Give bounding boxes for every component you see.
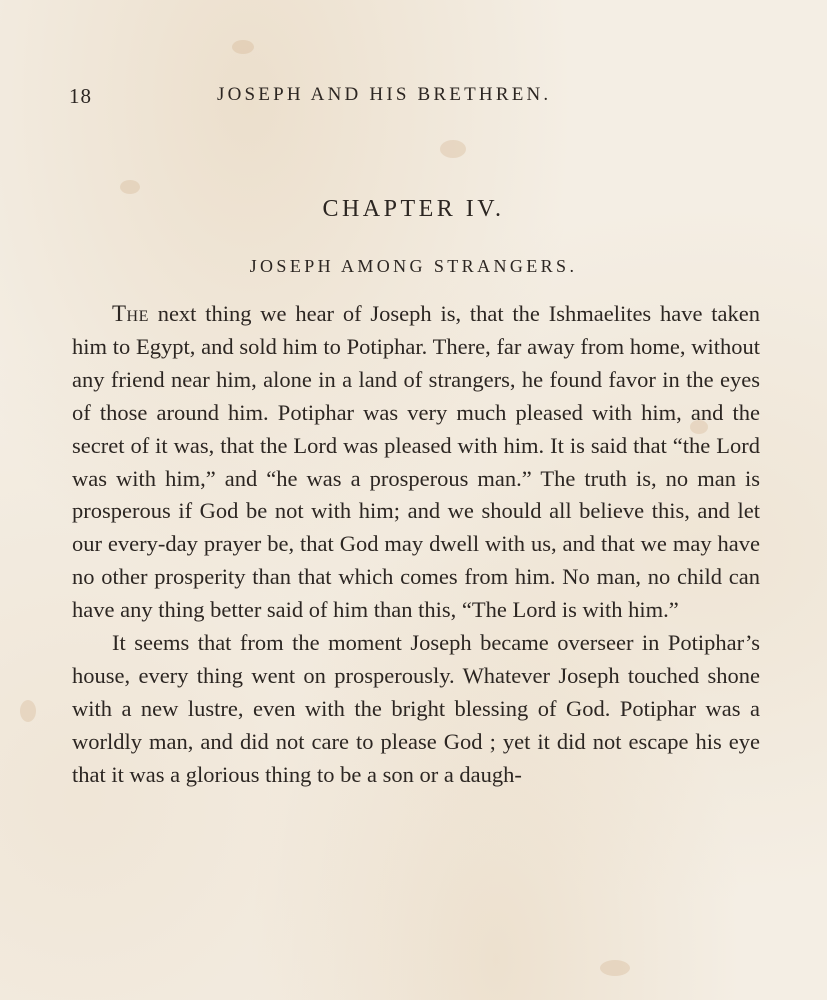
paragraph-lead-word: The [112, 301, 149, 326]
age-spot [232, 40, 254, 54]
age-spot [20, 700, 36, 722]
paragraph-1-text: next thing we hear of Joseph is, that the Ishmaelites have taken him to Egypt, and sold him to Potiphar. There, far away from home, without any friend near him, alone in a land of strangers, he found favor in the eyes of those around him. Potiphar was very much pleased with him, and the secret of it was, that the Lord was pleased with him. It is said that “the Lord was with him,” and “he was a prosperous man.” The truth is, no man is prosperous if God be not with him; and we should all believe this, and let our every-day prayer be, that God may dwell with us, and that we may have no other prosperity than that which comes from him. No man, no child can have any thing better said of him than this, “The Lord is with him.” [72, 301, 760, 623]
paragraph-2-text: It seems that from the moment Joseph became overseer in Potiphar’s house, every thing went on prosperously. Whatever Joseph touched shone with a new lustre, even with the bright blessing of God. Potiphar was a worldly man, and did not care to please God ; yet it did not escape his eye that it was a glorious thing to be a son or a daugh- [72, 630, 760, 787]
body-text [72, 298, 760, 792]
book-title: JOSEPH AND HIS BRETHREN. [217, 84, 552, 105]
age-spot [120, 180, 140, 194]
age-spot [440, 140, 466, 158]
running-head [69, 84, 759, 114]
chapter-title: CHAPTER IV. [322, 196, 505, 222]
chapter-subtitle: JOSEPH AMONG STRANGERS. [249, 256, 578, 276]
paragraph-2 [72, 627, 760, 792]
age-spot [600, 960, 630, 976]
page-number: 18 [69, 84, 92, 108]
paragraph-1 [72, 298, 760, 627]
